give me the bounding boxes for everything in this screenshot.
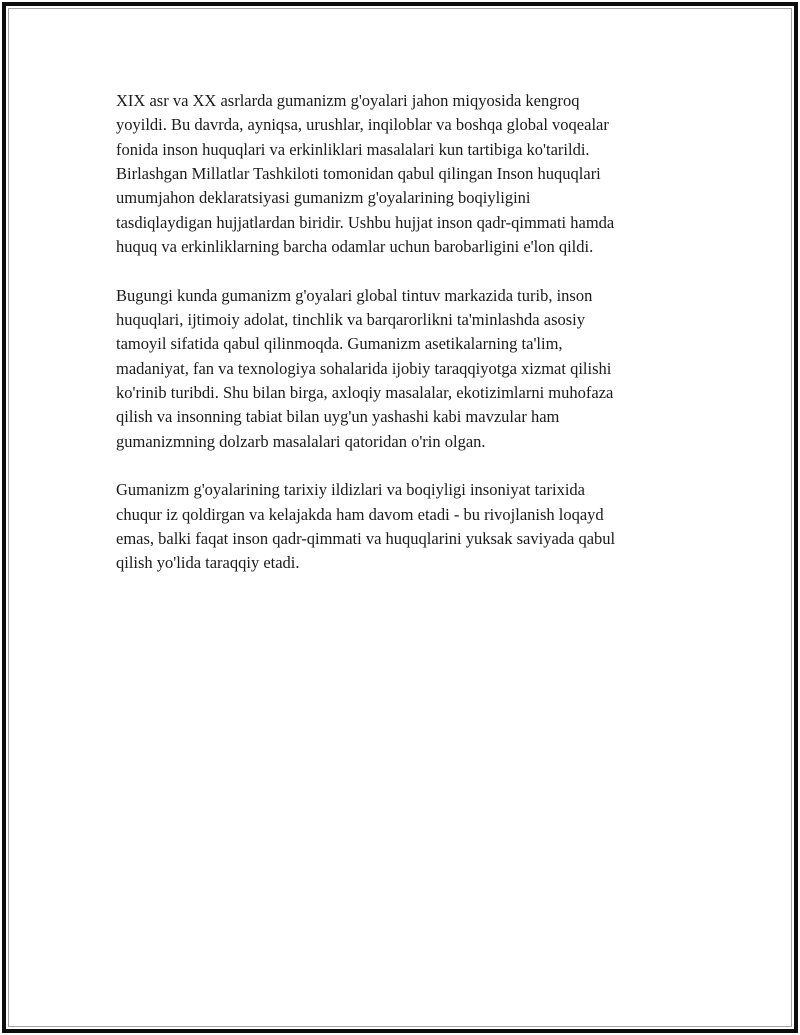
text-line: madaniyat, fan va texnologiya sohalarida ijobiy taraqqiyotga xizmat qilishi	[116, 358, 612, 378]
text-line: Gumanizm g'oyalarining tarixiy ildizlari va boqiyligi insoniyat tarixida	[116, 480, 585, 500]
text-line: huquqlari, ijtimoiy adolat, tinchlik va barqarorlikni ta'minlashda asosiy	[116, 309, 586, 329]
text-line: ko'rinib turibdi. Shu bilan birga, axloqiy masalalar, ekotizimlarni muhofaza	[116, 382, 614, 402]
text-line: huquq va erkinliklarning barcha odamlar uchun barobarligini e'lon qildi.	[116, 236, 594, 256]
text-line: umumjahon deklaratsiyasi gumanizm g'oyalarining boqiyligini	[116, 188, 531, 208]
text-line: qilish yo'lida taraqqiy etadi.	[116, 553, 300, 573]
text-line: tasdiqlaydigan hujjatlardan biridir. Ushbu hujjat inson qadr-qimmati hamda	[116, 212, 615, 232]
paragraph	[116, 89, 681, 259]
text-line: Birlashgan Millatlar Tashkiloti tomonidan qabul qilingan Inson huquqlari	[116, 163, 601, 183]
text-line: tamoyil sifatida qabul qilinmoqda. Gumanizm asetikalarning ta'lim,	[116, 334, 563, 354]
text-line: XIX asr va XX asrlarda gumanizm g'oyalari jahon miqyosida kengroq	[116, 91, 580, 110]
text-line: emas, balki faqat inson qadr-qimmati va huquqlarini yuksak saviyada qabul	[116, 528, 616, 548]
text-line: qilish va insonning tabiat bilan uyg'un yashashi kabi mavzular ham	[116, 407, 560, 427]
page-inner-frame	[8, 8, 792, 1027]
text-line: Bugungi kunda gumanizm g'oyalari global tintuv markazida turib, inson	[116, 285, 593, 305]
text-line: gumanizmning dolzarb masalalari qatoridan o'rin olgan.	[116, 431, 486, 451]
document-body	[9, 9, 791, 1026]
text-line: chuqur iz qoldirgan va kelajakda ham davom etadi - bu rivojlanish loqayd	[116, 504, 604, 524]
text-line: yoyildi. Bu davrda, ayniqsa, urushlar, inqiloblar va boshqa global voqealar	[116, 115, 609, 135]
page-border-frame	[2, 2, 798, 1033]
paragraph	[116, 284, 681, 454]
text-line: fonida inson huquqlari va erkinliklari masalalari kun tartibiga ko'tarildi.	[116, 139, 590, 159]
paragraph	[116, 478, 681, 575]
